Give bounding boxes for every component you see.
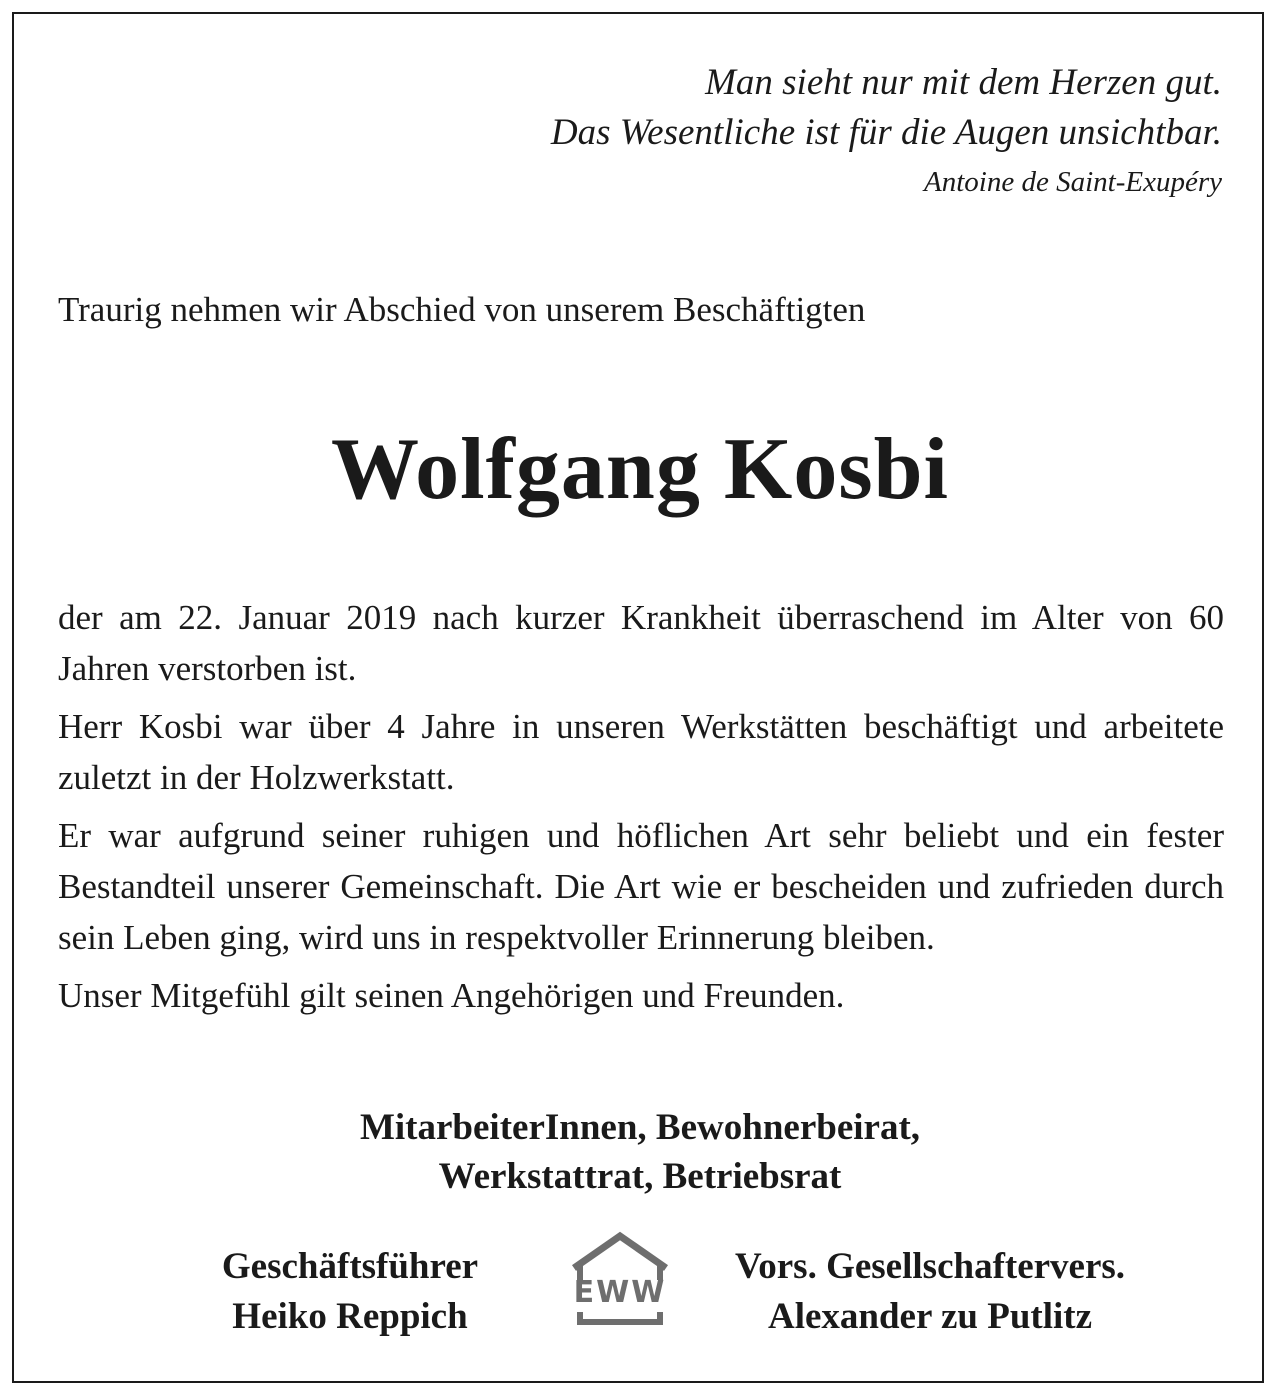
epigraph-quote (551, 58, 1222, 202)
signature-role: Vors. Gesellschaftervers. (734, 1246, 1126, 1287)
signature-managing-director (180, 1242, 520, 1342)
quote-line-1: Man sieht nur mit dem Herzen gut. (705, 62, 1222, 103)
intro-text: Traurig nehmen wir Abschied von unserem Beschäftigten (58, 290, 866, 329)
deceased-name: Wolfgang Kosbi (331, 421, 949, 518)
body-paragraph: Herr Kosbi war über 4 Jahre in unseren Werkstätten beschäftigt und arbeitete zuletzt in der Holzwerkstatt. (58, 707, 1224, 797)
signature-name: Heiko Reppich (232, 1296, 468, 1337)
quote-author: Antoine de Saint-Exupéry (924, 166, 1222, 198)
signature-chair (680, 1242, 1180, 1342)
house-logo-icon (560, 1228, 680, 1334)
signature-name: Alexander zu Putlitz (767, 1296, 1093, 1337)
body-paragraph: der am 22. Januar 2019 nach kurzer Krankheit überraschend im Alter von 60 Jahren verstorben ist. (58, 598, 1224, 688)
body-paragraph: Er war aufgrund seiner ruhigen und höflichen Art sehr beliebt und ein fester Bestandteil unserer Gemeinschaft. Die Art wie er bescheiden und zufrieden durch sein Leben ging, wird uns in respektvoller Erinnerung bleiben. (58, 816, 1224, 957)
quote-line-2: Das Wesentliche ist für die Augen unsichtbar. (550, 112, 1222, 153)
signature-role: Geschäftsführer (221, 1246, 479, 1287)
logo-text: EWW (573, 1275, 667, 1310)
notice-body (58, 592, 1224, 1028)
signers-line-2: Werkstattrat, Betriebsrat (438, 1156, 842, 1197)
body-paragraph: Unser Mitgefühl gilt seinen Angehörigen und Freunden. (58, 976, 845, 1015)
signers-line-1: MitarbeiterInnen, Bewohnerbeirat, (359, 1107, 921, 1148)
signers-block (0, 1103, 1280, 1201)
